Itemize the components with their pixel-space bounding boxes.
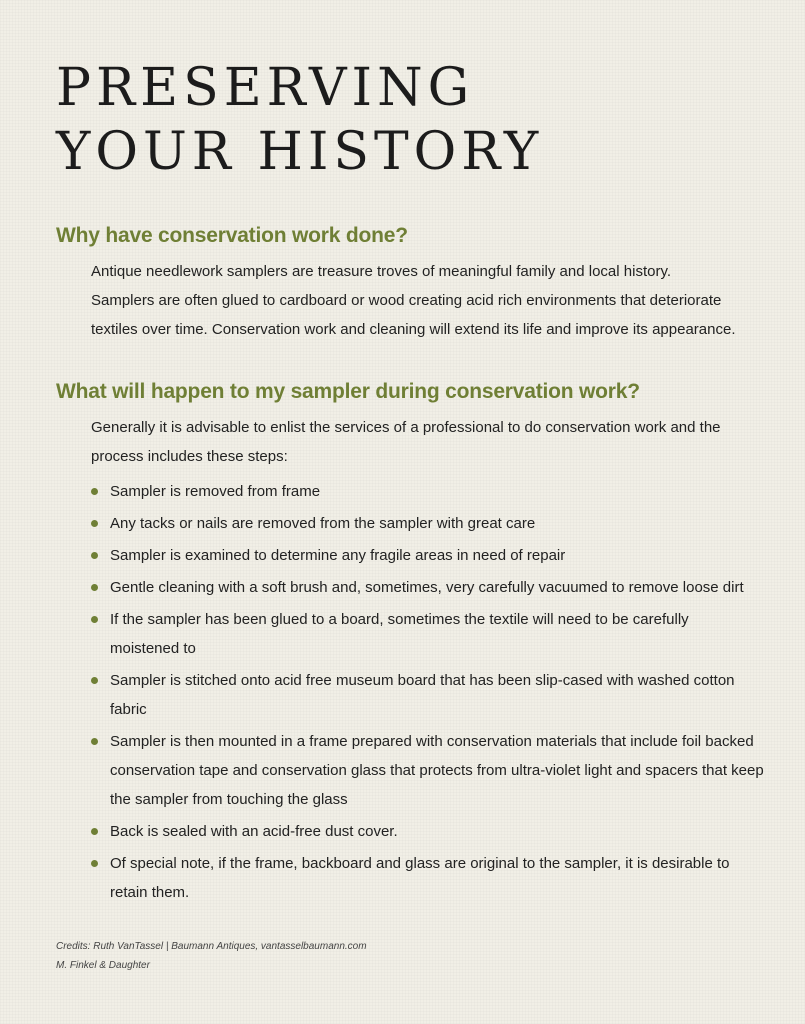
section-what-intro [91, 413, 771, 471]
bullet-icon [91, 520, 98, 527]
paragraph-line: Generally it is advisable to enlist the services of a professional to do conservation work and the [91, 419, 721, 436]
list-item-text: Sampler is then mounted in a frame prepared with conservation materials that include foil backed [110, 733, 754, 750]
paragraph-line: Samplers are often glued to cardboard or wood creating acid rich environments that deteriorate [91, 292, 722, 309]
list-item-text: conservation tape and conservation glass that protects from ultra-violet light and spacers that keep [110, 762, 764, 779]
bullet-icon [91, 738, 98, 745]
list-item-text: Any tacks or nails are removed from the sampler with great care [110, 515, 536, 532]
list-item-text: the sampler from touching the glass [110, 791, 348, 808]
list-item [91, 666, 771, 724]
list-item-text: retain them. [110, 884, 190, 901]
paragraph-line: Antique needlework samplers are treasure troves of meaningful family and local history. [91, 263, 672, 280]
section-heading-why: Why have conservation work done? [56, 224, 408, 247]
section-heading-what-happens: What will happen to my sampler during conservation work? [56, 380, 640, 403]
section-why-paragraph [91, 257, 771, 344]
list-item [91, 573, 771, 602]
list-item [91, 727, 771, 814]
list-item [91, 477, 771, 506]
bullet-icon [91, 860, 98, 867]
list-item-text: Gentle cleaning with a soft brush and, sometimes, very carefully vacuumed to remove loose dirt [110, 579, 744, 596]
credits-line-2: M. Finkel & Daughter [56, 960, 150, 971]
list-item [91, 605, 771, 663]
list-item [91, 849, 771, 907]
list-item [91, 817, 771, 846]
paragraph-line: textiles over time. Conservation work and cleaning will extend its life and improve its appearance. [91, 321, 736, 338]
list-item-text: Sampler is stitched onto acid free museum board that has been slip-cased with washed cotton [110, 672, 735, 689]
paragraph-line: process includes these steps: [91, 448, 288, 465]
bullet-icon [91, 828, 98, 835]
page-title-line-2: YOUR HISTORY [56, 122, 544, 182]
list-item-text: Sampler is examined to determine any fragile areas in need of repair [110, 547, 566, 564]
list-item-text: Of special note, if the frame, backboard and glass are original to the sampler, it is desirable to [110, 855, 730, 872]
list-item-text: Back is sealed with an acid-free dust cover. [110, 823, 398, 840]
bullet-icon [91, 584, 98, 591]
credits-line-1: Credits: Ruth VanTassel | Baumann Antiques, vantasselbaumann.com [56, 941, 367, 952]
bullet-icon [91, 677, 98, 684]
list-item [91, 541, 771, 570]
list-item-text: fabric [110, 701, 147, 718]
list-item [91, 509, 771, 538]
bullet-icon [91, 488, 98, 495]
credits [56, 937, 367, 975]
list-item-text: Sampler is removed from frame [110, 483, 321, 500]
list-item-text: moistened to [110, 640, 196, 657]
bullet-icon [91, 552, 98, 559]
bullet-icon [91, 616, 98, 623]
conservation-steps-list [91, 477, 771, 910]
page-title-line-1: PRESERVING [56, 58, 475, 118]
list-item-text: If the sampler has been glued to a board, sometimes the textile will need to be carefully [110, 611, 689, 628]
page-title [56, 56, 543, 184]
